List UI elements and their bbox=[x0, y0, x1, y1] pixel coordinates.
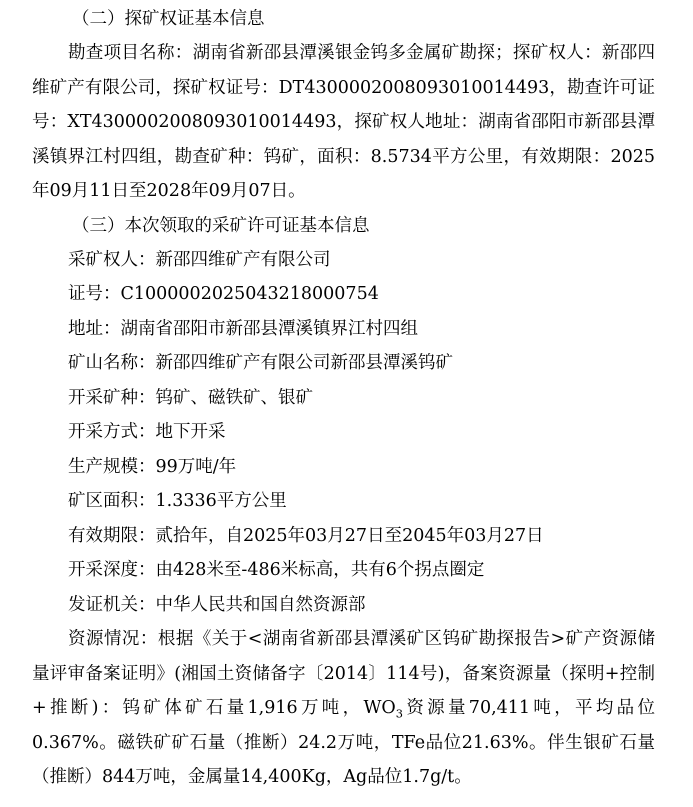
mining-area: 矿区面积：1.3336平方公里 bbox=[68, 491, 287, 511]
mining-method: 开采方式：地下开采 bbox=[68, 422, 226, 442]
validity-period: 有效期限：贰拾年，自2025年03月27日至2045年03月27日 bbox=[68, 525, 544, 546]
mined-minerals: 开采矿种：钨矿、磁铁矿、银矿 bbox=[68, 387, 313, 408]
resource-text-part1: 资源情况：根据《关于<湖南省新邵县潭溪矿区钨矿勘探报告>矿产资源储量评审备案证明》(湘国土资储备字〔2014〕114号)，备案资源量（探明+控制+推断)：钨矿体矿石量1,916万吨，WO bbox=[32, 629, 655, 718]
license-number: 证号：C1000002025043218000754 bbox=[68, 284, 379, 304]
mining-right-holder: 采矿权人：新邵四维矿产有限公司 bbox=[68, 249, 331, 270]
issuing-authority: 发证机关：中华人民共和国自然资源部 bbox=[68, 594, 366, 615]
address: 地址：湖南省邵阳市新邵县潭溪镇界江村四组 bbox=[68, 318, 418, 339]
resource-text-part2: 资源量70,411吨，平均品位0.367%。磁铁矿矿石量（推断）24.2万吨，TFe品位21.63%。伴生银矿石量（推断）844万吨，金属量14,400Kg，Ag品位1.7g/t。 bbox=[32, 698, 655, 787]
section-heading-exploration-license: （二）探矿权证基本信息 bbox=[72, 9, 265, 29]
exploration-license-details: 勘查项目名称：湖南省新邵县潭溪银金钨多金属矿勘探；探矿权人：新邵四维矿产有限公司，探矿权证号：DT4300002008093010014493，勘查许可证号：XT4300002008093010014493，探矿权人地址：湖南省邵阳市新邵县潭溪镇界江村四组，勘查矿种：钨矿，面积：8.5734平方公里，有效期限：2025年09月11日至2028年09月07日。 bbox=[32, 43, 655, 201]
mining-depth: 开采深度：由428米至-486米标高，共有6个拐点圈定 bbox=[68, 560, 485, 580]
production-scale: 生产规模：99万吨/年 bbox=[68, 456, 237, 477]
resource-subscript: 3 bbox=[395, 706, 404, 721]
mine-name: 矿山名称：新邵四维矿产有限公司新邵县潭溪钨矿 bbox=[68, 353, 453, 373]
section-heading-mining-license: （三）本次领取的采矿许可证基本信息 bbox=[72, 215, 370, 236]
resource-situation bbox=[32, 622, 655, 795]
